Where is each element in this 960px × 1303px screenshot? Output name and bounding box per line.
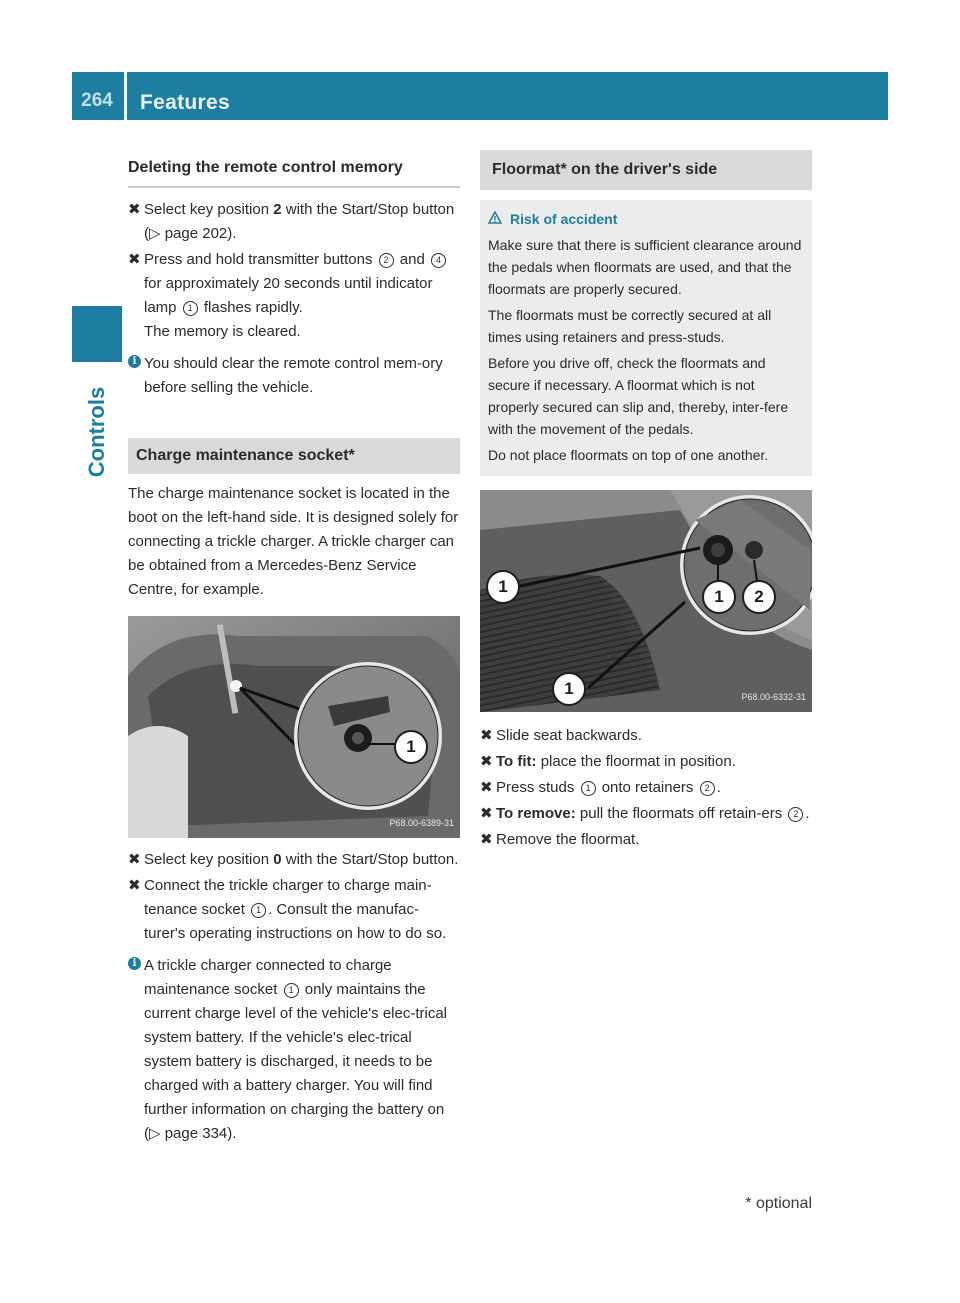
step-press-transmitter: ✖ Press and hold transmitter buttons 2 and 4 for approximately 20 seconds until indicator lamp 1 flashes rapidly. The memory is cleared.	[128, 248, 460, 344]
footer-optional-note: * optional	[745, 1195, 812, 1212]
warning-paragraph: Do not place floormats on top of one another.	[488, 447, 769, 463]
callout-ref: 2	[700, 781, 715, 796]
step-connect-charger: ✖ Connect the trickle charger to charge main-tenance socket 1 . Consult the manufac-turer's operating instructions on how to do so.	[128, 874, 460, 946]
heading-floormat: Floormat* on the driver's side	[480, 150, 812, 190]
warning-triangle-icon	[488, 208, 502, 230]
info-icon: i	[128, 355, 141, 368]
figure-code: P68.00-6389-31	[389, 818, 454, 828]
warning-paragraph: Make sure that there is sufficient clearance around the pedals when floormats are used, and that the floormats are properly secured.	[488, 237, 802, 297]
warning-box	[480, 200, 812, 476]
callout-ref: 4	[431, 253, 446, 268]
warning-title: Risk of accident	[488, 208, 804, 230]
callout-ref: 1	[183, 301, 198, 316]
step-result: The memory is cleared.	[144, 323, 301, 340]
step-arrow-icon: ✖	[128, 851, 141, 868]
left-column	[128, 150, 460, 1146]
header-divider	[124, 72, 127, 120]
step-select-key-2: ✖ Select key position 2 with the Start/Stop button (▷ page 202).	[128, 198, 460, 246]
step-press-studs: ✖ Press studs 1 onto retainers 2 .	[480, 776, 812, 800]
page-number: 264	[81, 90, 113, 111]
step-remove-floormat: ✖ Remove the floormat.	[480, 828, 812, 852]
callout-2: 2	[742, 580, 776, 614]
heading-charge-socket: Charge maintenance socket*	[128, 438, 460, 474]
side-tab	[72, 306, 122, 362]
step-slide-seat: ✖ Slide seat backwards.	[480, 724, 812, 748]
callout-ref: 2	[379, 253, 394, 268]
callout-ref: 1	[581, 781, 596, 796]
step-arrow-icon: ✖	[480, 779, 493, 796]
warning-paragraph: The floormats must be correctly secured at all times using retainers and press-studs.	[488, 307, 772, 345]
step-arrow-icon: ✖	[480, 727, 493, 744]
callout-ref: 1	[284, 983, 299, 998]
callout-1: 1	[486, 570, 520, 604]
step-arrow-icon: ✖	[480, 805, 493, 822]
info-note: i You should clear the remote control mem-ory before selling the vehicle.	[128, 352, 460, 400]
step-arrow-icon: ✖	[480, 831, 493, 848]
figure-boot-socket	[128, 616, 460, 838]
figure-code: P68.00-6332-31	[741, 692, 806, 702]
chapter-title: Features	[140, 91, 230, 114]
step-select-key-0: ✖ Select key position 0 with the Start/Stop button.	[128, 848, 460, 872]
warning-paragraph: Before you drive off, check the floormats and secure if necessary. A floormat which is not properly secured can slip and, thereby, inter-fere with the movement of the pedals.	[488, 355, 789, 437]
step-arrow-icon: ✖	[128, 201, 141, 218]
step-to-remove: ✖ To remove: pull the floormats off retain-ers 2 .	[480, 802, 812, 826]
right-column	[480, 150, 812, 854]
charge-socket-intro: The charge maintenance socket is located in the boot on the left-hand side. It is designed solely for connecting a trickle charger. A trickle charger can be obtained from a Mercedes-Benz Service Centre, for example.	[128, 485, 459, 598]
callout-ref: 2	[788, 807, 803, 822]
info-note-charger: i A trickle charger connected to charge maintenance socket 1 only maintains the current charge level of the vehicle's elec-trical system battery. If the vehicle's elec-trical system battery is discharged, it needs to be charged with a battery charger. You will find further information on charging the battery on (▷ page 334).	[128, 954, 460, 1146]
side-section-label: Controls	[84, 386, 110, 478]
step-to-fit: ✖ To fit: place the floormat in position.	[480, 750, 812, 774]
boot-illustration	[128, 616, 460, 838]
step-arrow-icon: ✖	[128, 877, 141, 894]
figure-floormat	[480, 490, 812, 712]
step-arrow-icon: ✖	[480, 753, 493, 770]
callout-1: 1	[702, 580, 736, 614]
callout-ref: 1	[251, 903, 266, 918]
heading-delete-memory: Deleting the remote control memory	[128, 150, 460, 188]
callout-1: 1	[552, 672, 586, 706]
callout-1: 1	[394, 730, 428, 764]
step-arrow-icon: ✖	[128, 251, 141, 268]
info-icon: i	[128, 957, 141, 970]
